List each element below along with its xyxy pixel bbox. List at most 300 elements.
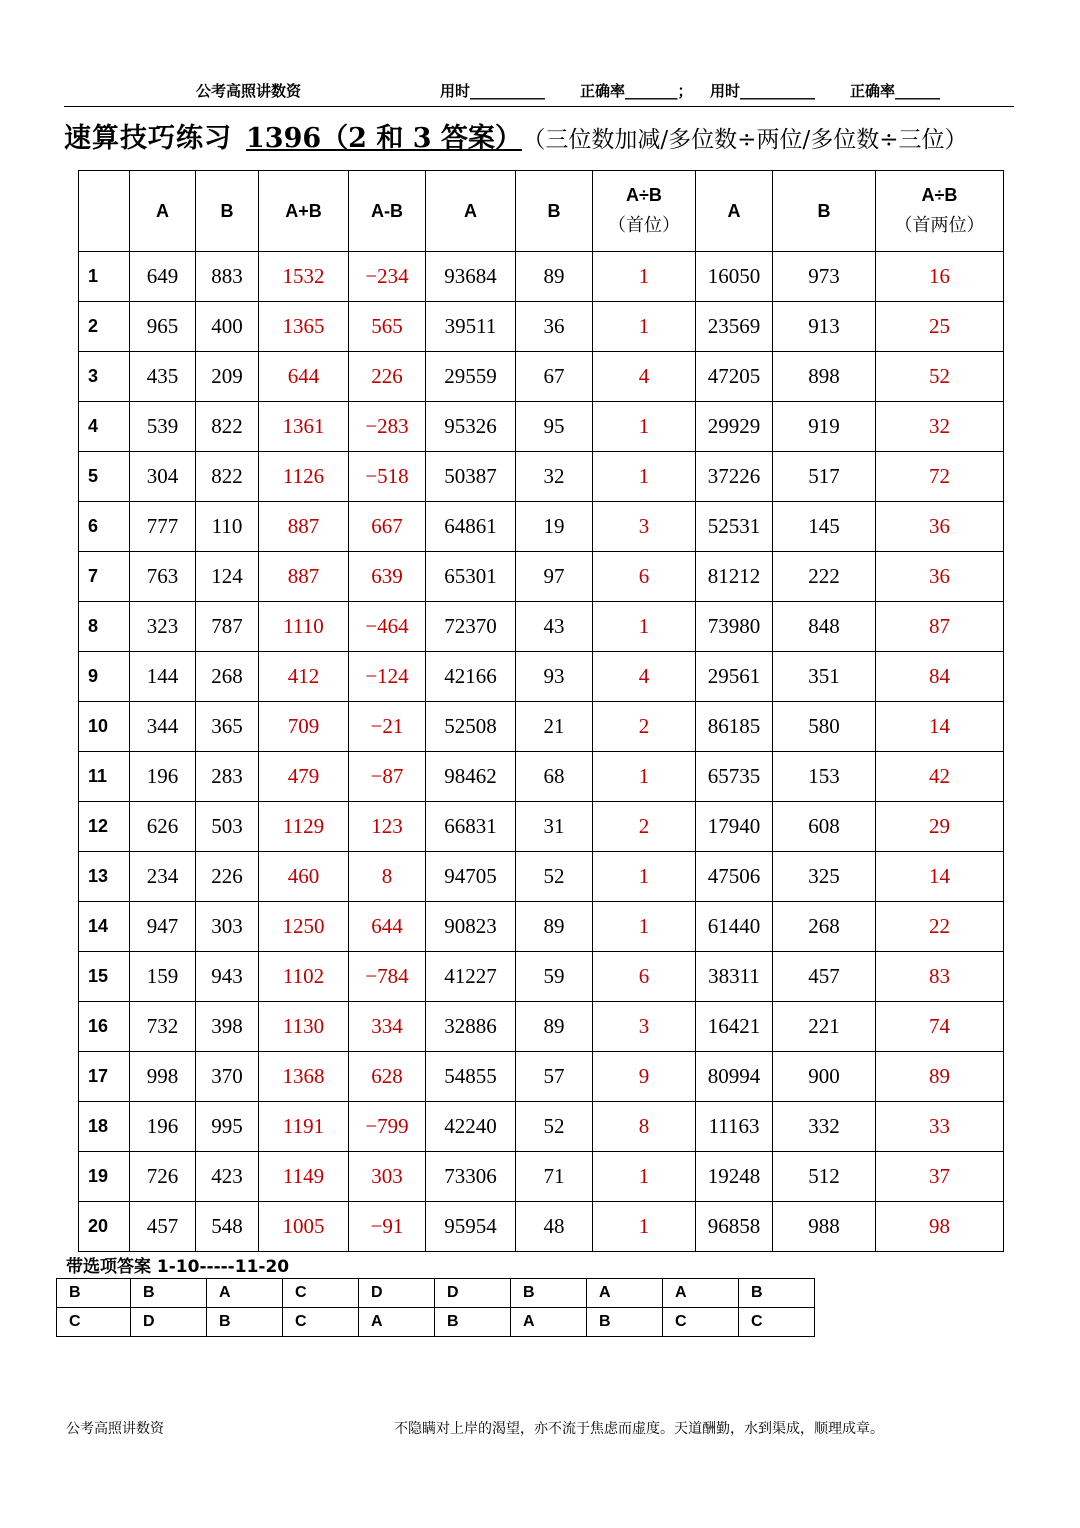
answer-cell: −283 xyxy=(349,402,426,452)
answer-cell: 6 xyxy=(593,552,696,602)
answer-cell: 98 xyxy=(876,1202,1004,1252)
answer-cell: 1126 xyxy=(259,452,349,502)
value-cell: 52 xyxy=(516,1102,593,1152)
header-time-label: 用时__________ xyxy=(440,82,546,100)
table-row xyxy=(79,502,1004,552)
value-cell: 226 xyxy=(196,852,259,902)
answer-cell: 1191 xyxy=(259,1102,349,1152)
option-cell: A xyxy=(511,1308,587,1337)
value-cell: 898 xyxy=(773,352,876,402)
column-header-label: B xyxy=(817,200,831,221)
table-row xyxy=(79,1002,1004,1052)
row-number: 11 xyxy=(79,752,130,802)
table-row xyxy=(79,652,1004,702)
value-cell: 66831 xyxy=(426,802,516,852)
header-time-label-2: 用时__________ xyxy=(710,82,816,100)
column-header xyxy=(696,171,773,252)
value-cell: 37226 xyxy=(696,452,773,502)
value-cell: 283 xyxy=(196,752,259,802)
value-cell: 822 xyxy=(196,402,259,452)
answer-cell: 9 xyxy=(593,1052,696,1102)
answer-cell: −124 xyxy=(349,652,426,702)
answer-cell: −91 xyxy=(349,1202,426,1252)
value-cell: 29559 xyxy=(426,352,516,402)
answer-cell: 644 xyxy=(259,352,349,402)
answer-cell: 6 xyxy=(593,952,696,1002)
answer-cell: 89 xyxy=(876,1052,1004,1102)
answer-cell: 2 xyxy=(593,802,696,852)
column-header-label: A÷B xyxy=(626,185,662,206)
value-cell: 72370 xyxy=(426,602,516,652)
value-cell: 732 xyxy=(130,1002,196,1052)
practice-table xyxy=(78,170,1004,1252)
column-header-label: A-B xyxy=(371,200,403,221)
value-cell: 93684 xyxy=(426,252,516,302)
answer-cell: 709 xyxy=(259,702,349,752)
value-cell: 41227 xyxy=(426,952,516,1002)
footer-motto: 不隐瞒对上岸的渴望，亦不流于焦虑而虚度。天道酬勤，水到渠成，顺理成章。 xyxy=(394,1421,884,1437)
answer-cell: 1102 xyxy=(259,952,349,1002)
row-number: 16 xyxy=(79,1002,130,1052)
column-header xyxy=(79,171,130,252)
value-cell: 97 xyxy=(516,552,593,602)
value-cell: 80994 xyxy=(696,1052,773,1102)
value-cell: 48 xyxy=(516,1202,593,1252)
answer-cell: 1250 xyxy=(259,902,349,952)
answer-cell: 628 xyxy=(349,1052,426,1102)
value-cell: 398 xyxy=(196,1002,259,1052)
value-cell: 763 xyxy=(130,552,196,602)
answer-cell: 1368 xyxy=(259,1052,349,1102)
row-number: 1 xyxy=(79,252,130,302)
value-cell: 23569 xyxy=(696,302,773,352)
title-main: 速算技巧练习 xyxy=(64,123,232,154)
value-cell: 234 xyxy=(130,852,196,902)
column-header xyxy=(259,171,349,252)
answer-cell: 14 xyxy=(876,702,1004,752)
answer-cell: 667 xyxy=(349,502,426,552)
answer-cell: −784 xyxy=(349,952,426,1002)
answer-cell: 14 xyxy=(876,852,1004,902)
value-cell: 144 xyxy=(130,652,196,702)
table-row xyxy=(79,1052,1004,1102)
value-cell: 325 xyxy=(773,852,876,902)
value-cell: 42166 xyxy=(426,652,516,702)
answer-cell: 887 xyxy=(259,552,349,602)
value-cell: 943 xyxy=(196,952,259,1002)
value-cell: 17940 xyxy=(696,802,773,852)
row-number: 2 xyxy=(79,302,130,352)
table-row xyxy=(79,1102,1004,1152)
answer-cell: −21 xyxy=(349,702,426,752)
value-cell: 787 xyxy=(196,602,259,652)
table-header-row xyxy=(79,171,1004,252)
table-row xyxy=(79,402,1004,452)
option-cell: B xyxy=(435,1308,511,1337)
value-cell: 21 xyxy=(516,702,593,752)
answer-cell: 1 xyxy=(593,302,696,352)
answer-cell: −234 xyxy=(349,252,426,302)
answer-cell: 334 xyxy=(349,1002,426,1052)
option-cell: A xyxy=(663,1279,739,1308)
value-cell: 323 xyxy=(130,602,196,652)
answer-cell: −518 xyxy=(349,452,426,502)
answer-cell: 8 xyxy=(593,1102,696,1152)
value-cell: 54855 xyxy=(426,1052,516,1102)
value-cell: 52 xyxy=(516,852,593,902)
answer-cell: 3 xyxy=(593,1002,696,1052)
answer-cell: 2 xyxy=(593,702,696,752)
answer-cell: 644 xyxy=(349,902,426,952)
header-source: 公考高照讲数资 xyxy=(196,82,302,100)
value-cell: 822 xyxy=(196,452,259,502)
answer-cell: 1129 xyxy=(259,802,349,852)
option-cell: D xyxy=(359,1279,435,1308)
column-header-sublabel: （首位） xyxy=(608,215,680,236)
answer-cell: −87 xyxy=(349,752,426,802)
value-cell: 303 xyxy=(196,902,259,952)
table-row xyxy=(79,752,1004,802)
column-header xyxy=(349,171,426,252)
answer-cell: 1 xyxy=(593,1152,696,1202)
value-cell: 89 xyxy=(516,1002,593,1052)
value-cell: 370 xyxy=(196,1052,259,1102)
answer-cell: 1 xyxy=(593,452,696,502)
value-cell: 81212 xyxy=(696,552,773,602)
value-cell: 883 xyxy=(196,252,259,302)
value-cell: 649 xyxy=(130,252,196,302)
value-cell: 67 xyxy=(516,352,593,402)
value-cell: 110 xyxy=(196,502,259,552)
table-row xyxy=(79,252,1004,302)
value-cell: 94705 xyxy=(426,852,516,902)
value-cell: 47506 xyxy=(696,852,773,902)
answer-cell: 1005 xyxy=(259,1202,349,1252)
option-cell: C xyxy=(283,1308,359,1337)
value-cell: 998 xyxy=(130,1052,196,1102)
table-row xyxy=(79,952,1004,1002)
value-cell: 124 xyxy=(196,552,259,602)
row-number: 8 xyxy=(79,602,130,652)
value-cell: 400 xyxy=(196,302,259,352)
column-header xyxy=(593,171,696,252)
value-cell: 365 xyxy=(196,702,259,752)
option-cell: C xyxy=(283,1279,359,1308)
title-subtitle: （三位数加减/多位数÷两位/多位数÷三位） xyxy=(533,127,968,153)
value-cell: 19 xyxy=(516,502,593,552)
value-cell: 988 xyxy=(773,1202,876,1252)
column-header-sublabel: （首两位） xyxy=(894,215,985,236)
value-cell: 59 xyxy=(516,952,593,1002)
row-number: 9 xyxy=(79,652,130,702)
answer-cell: 72 xyxy=(876,452,1004,502)
value-cell: 61440 xyxy=(696,902,773,952)
value-cell: 965 xyxy=(130,302,196,352)
answer-cell: 639 xyxy=(349,552,426,602)
header-accuracy-label: 正确率_______； xyxy=(580,82,693,100)
table-row xyxy=(79,802,1004,852)
value-cell: 11163 xyxy=(696,1102,773,1152)
value-cell: 153 xyxy=(773,752,876,802)
value-cell: 209 xyxy=(196,352,259,402)
answer-cell: 4 xyxy=(593,352,696,402)
row-number: 4 xyxy=(79,402,130,452)
option-cell: B xyxy=(57,1279,131,1308)
value-cell: 47205 xyxy=(696,352,773,402)
column-header xyxy=(516,171,593,252)
value-cell: 71 xyxy=(516,1152,593,1202)
value-cell: 913 xyxy=(773,302,876,352)
value-cell: 36 xyxy=(516,302,593,352)
answer-cell: 84 xyxy=(876,652,1004,702)
value-cell: 52508 xyxy=(426,702,516,752)
answer-cell: 1 xyxy=(593,752,696,802)
value-cell: 145 xyxy=(773,502,876,552)
value-cell: 39511 xyxy=(426,302,516,352)
answer-cell: 1532 xyxy=(259,252,349,302)
answer-cell: 22 xyxy=(876,902,1004,952)
column-header xyxy=(196,171,259,252)
option-cell: C xyxy=(739,1308,815,1337)
value-cell: 65301 xyxy=(426,552,516,602)
table-row xyxy=(79,352,1004,402)
table-row xyxy=(79,452,1004,502)
option-cell: D xyxy=(435,1279,511,1308)
answer-cell: 1365 xyxy=(259,302,349,352)
option-cell: B xyxy=(207,1308,283,1337)
value-cell: 503 xyxy=(196,802,259,852)
table-row xyxy=(79,902,1004,952)
option-cell: A xyxy=(587,1279,663,1308)
answer-cell: 460 xyxy=(259,852,349,902)
row-number: 12 xyxy=(79,802,130,852)
answer-cell: 37 xyxy=(876,1152,1004,1202)
options-row xyxy=(57,1308,815,1337)
row-number: 3 xyxy=(79,352,130,402)
column-header xyxy=(876,171,1004,252)
value-cell: 29929 xyxy=(696,402,773,452)
value-cell: 31 xyxy=(516,802,593,852)
answer-cell: 29 xyxy=(876,802,1004,852)
table-row xyxy=(79,1202,1004,1252)
answer-cell: 16 xyxy=(876,252,1004,302)
value-cell: 726 xyxy=(130,1152,196,1202)
answer-cell: 1 xyxy=(593,1202,696,1252)
header-accuracy-label-2: 正确率______ xyxy=(850,82,941,100)
column-header xyxy=(773,171,876,252)
option-cell: C xyxy=(663,1308,739,1337)
answer-cell: 33 xyxy=(876,1102,1004,1152)
row-number: 14 xyxy=(79,902,130,952)
value-cell: 539 xyxy=(130,402,196,452)
value-cell: 973 xyxy=(773,252,876,302)
value-cell: 435 xyxy=(130,352,196,402)
value-cell: 900 xyxy=(773,1052,876,1102)
column-header-label: A÷B xyxy=(921,185,958,206)
answer-cell: 42 xyxy=(876,752,1004,802)
value-cell: 43 xyxy=(516,602,593,652)
column-header-label: B xyxy=(220,200,234,221)
value-cell: 32886 xyxy=(426,1002,516,1052)
column-header-label: A xyxy=(727,200,741,221)
column-header-label: A+B xyxy=(285,200,322,221)
answer-cell: 52 xyxy=(876,352,1004,402)
answer-cell: 1130 xyxy=(259,1002,349,1052)
value-cell: 777 xyxy=(130,502,196,552)
value-cell: 19248 xyxy=(696,1152,773,1202)
value-cell: 332 xyxy=(773,1102,876,1152)
value-cell: 517 xyxy=(773,452,876,502)
option-cell: C xyxy=(57,1308,131,1337)
value-cell: 65735 xyxy=(696,752,773,802)
answer-cell: 123 xyxy=(349,802,426,852)
table-row xyxy=(79,602,1004,652)
value-cell: 268 xyxy=(773,902,876,952)
value-cell: 52531 xyxy=(696,502,773,552)
option-cell: B xyxy=(131,1279,207,1308)
value-cell: 50387 xyxy=(426,452,516,502)
answer-cell: 3 xyxy=(593,502,696,552)
answer-cell: 565 xyxy=(349,302,426,352)
answer-cell: 32 xyxy=(876,402,1004,452)
value-cell: 86185 xyxy=(696,702,773,752)
answer-cell: 36 xyxy=(876,502,1004,552)
value-cell: 196 xyxy=(130,752,196,802)
value-cell: 93 xyxy=(516,652,593,702)
table-row xyxy=(79,302,1004,352)
value-cell: 457 xyxy=(773,952,876,1002)
option-cell: B xyxy=(511,1279,587,1308)
value-cell: 268 xyxy=(196,652,259,702)
table-row xyxy=(79,1152,1004,1202)
value-cell: 38311 xyxy=(696,952,773,1002)
value-cell: 344 xyxy=(130,702,196,752)
answer-cell: −799 xyxy=(349,1102,426,1152)
option-cell: B xyxy=(739,1279,815,1308)
answer-cell: 226 xyxy=(349,352,426,402)
value-cell: 95326 xyxy=(426,402,516,452)
value-cell: 457 xyxy=(130,1202,196,1252)
column-header-label: A xyxy=(156,200,169,221)
answer-cell: 8 xyxy=(349,852,426,902)
value-cell: 16421 xyxy=(696,1002,773,1052)
answer-cell: 4 xyxy=(593,652,696,702)
option-cell: D xyxy=(131,1308,207,1337)
row-number: 15 xyxy=(79,952,130,1002)
value-cell: 89 xyxy=(516,252,593,302)
row-number: 5 xyxy=(79,452,130,502)
value-cell: 159 xyxy=(130,952,196,1002)
table-row xyxy=(79,552,1004,602)
answer-cell: 1 xyxy=(593,402,696,452)
answer-cell: 1 xyxy=(593,902,696,952)
value-cell: 98462 xyxy=(426,752,516,802)
column-header-label: B xyxy=(547,200,561,221)
value-cell: 89 xyxy=(516,902,593,952)
page-title xyxy=(64,116,1064,160)
value-cell: 57 xyxy=(516,1052,593,1102)
row-number: 17 xyxy=(79,1052,130,1102)
option-cell: B xyxy=(587,1308,663,1337)
worksheet-header xyxy=(0,76,1080,102)
value-cell: 423 xyxy=(196,1152,259,1202)
value-cell: 29561 xyxy=(696,652,773,702)
value-cell: 73306 xyxy=(426,1152,516,1202)
value-cell: 64861 xyxy=(426,502,516,552)
value-cell: 42240 xyxy=(426,1102,516,1152)
options-label: 带选项答案 1-10-----11-20 xyxy=(66,1257,290,1277)
options-body xyxy=(57,1279,815,1337)
options-table xyxy=(56,1278,815,1337)
row-number: 7 xyxy=(79,552,130,602)
answer-cell: 36 xyxy=(876,552,1004,602)
value-cell: 512 xyxy=(773,1152,876,1202)
value-cell: 95954 xyxy=(426,1202,516,1252)
value-cell: 32 xyxy=(516,452,593,502)
answer-cell: 83 xyxy=(876,952,1004,1002)
value-cell: 848 xyxy=(773,602,876,652)
answer-cell: 1149 xyxy=(259,1152,349,1202)
answer-cell: 87 xyxy=(876,602,1004,652)
value-cell: 580 xyxy=(773,702,876,752)
value-cell: 221 xyxy=(773,1002,876,1052)
row-number: 18 xyxy=(79,1102,130,1152)
value-cell: 947 xyxy=(130,902,196,952)
answer-cell: 1110 xyxy=(259,602,349,652)
row-number: 13 xyxy=(79,852,130,902)
value-cell: 222 xyxy=(773,552,876,602)
column-header xyxy=(130,171,196,252)
row-number: 20 xyxy=(79,1202,130,1252)
value-cell: 304 xyxy=(130,452,196,502)
answer-cell: 1 xyxy=(593,852,696,902)
value-cell: 90823 xyxy=(426,902,516,952)
value-cell: 96858 xyxy=(696,1202,773,1252)
row-number: 10 xyxy=(79,702,130,752)
answer-cell: 25 xyxy=(876,302,1004,352)
value-cell: 95 xyxy=(516,402,593,452)
value-cell: 995 xyxy=(196,1102,259,1152)
answer-cell: 479 xyxy=(259,752,349,802)
row-number: 6 xyxy=(79,502,130,552)
value-cell: 196 xyxy=(130,1102,196,1152)
value-cell: 608 xyxy=(773,802,876,852)
column-header xyxy=(426,171,516,252)
value-cell: 548 xyxy=(196,1202,259,1252)
answer-cell: −464 xyxy=(349,602,426,652)
table-body xyxy=(79,252,1004,1252)
header-divider xyxy=(64,106,1014,107)
value-cell: 68 xyxy=(516,752,593,802)
answer-cell: 1361 xyxy=(259,402,349,452)
column-header-label: A xyxy=(464,200,477,221)
value-cell: 351 xyxy=(773,652,876,702)
row-number: 19 xyxy=(79,1152,130,1202)
value-cell: 626 xyxy=(130,802,196,852)
answer-cell: 1 xyxy=(593,602,696,652)
answer-cell: 1 xyxy=(593,252,696,302)
footer-source: 公考高照讲数资 xyxy=(66,1421,164,1437)
table-row xyxy=(79,852,1004,902)
value-cell: 919 xyxy=(773,402,876,452)
table-row xyxy=(79,702,1004,752)
options-row xyxy=(57,1279,815,1308)
answer-cell: 74 xyxy=(876,1002,1004,1052)
option-cell: A xyxy=(207,1279,283,1308)
answer-cell: 887 xyxy=(259,502,349,552)
value-cell: 16050 xyxy=(696,252,773,302)
option-cell: A xyxy=(359,1308,435,1337)
